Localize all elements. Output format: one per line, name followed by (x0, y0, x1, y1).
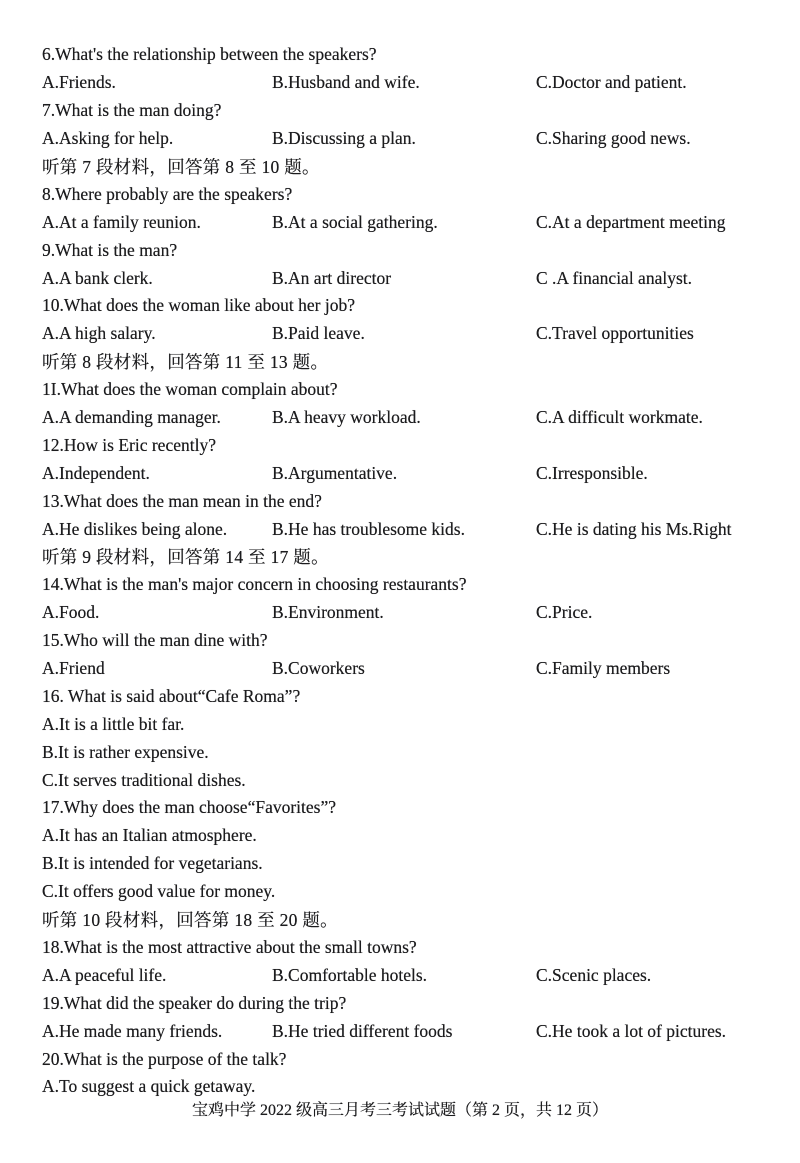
option-c: C.Irresponsible. (536, 462, 648, 483)
option-b: B.Environment. (272, 602, 384, 623)
option-a: A.Food. (42, 602, 100, 623)
question-text: 7.What is the man doing? (42, 100, 222, 121)
option-line: B.It is intended for vegetarians. (42, 853, 263, 874)
option-c: C.He is dating his Ms.Right (536, 518, 732, 539)
option-line: C.It serves traditional dishes. (42, 769, 246, 790)
option-line: A.To suggest a quick getaway. (42, 1076, 256, 1097)
question-text: 15.Who will the man dine with? (42, 630, 268, 651)
section-heading: 听第 7 段材料，回答第 8 至 10 题。 (42, 157, 320, 177)
option-c: C.Family members (536, 658, 671, 679)
options-row (42, 1017, 786, 1045)
option-b: B.Discussing a plan. (272, 128, 416, 149)
option-b: B.He tried different foods (272, 1020, 453, 1041)
question-text: 8.Where probably are the speakers? (42, 183, 293, 204)
question-text: 9.What is the man? (42, 239, 178, 260)
option-c: C.At a department meeting (536, 211, 726, 232)
option-c: C.Doctor and patient. (536, 72, 687, 93)
option-b: B.At a social gathering. (272, 211, 438, 232)
question-text: 17.Why does the man choose“Favorites”? (42, 797, 337, 818)
option-line: B.It is rather expensive. (42, 741, 209, 762)
options-row (42, 404, 786, 432)
options-row (42, 125, 786, 153)
question-text: 14.What is the man's major concern in choosing restaurants? (42, 574, 467, 595)
question-text: 20.What is the purpose of the talk? (42, 1048, 287, 1069)
options-row (42, 208, 786, 236)
option-c: C.Price. (536, 602, 593, 623)
section-heading: 听第 9 段材料，回答第 14 至 17 题。 (42, 547, 329, 568)
option-a: A.Asking for help. (42, 128, 174, 149)
options-row (42, 320, 786, 348)
question-text: 18.What is the most attractive about the small towns? (42, 936, 417, 957)
option-a: A.A high salary. (42, 323, 156, 344)
options-row (42, 515, 786, 543)
question-text: 1I.What does the woman complain about? (42, 379, 338, 400)
option-line: A.It has an Italian atmosphere. (42, 825, 257, 846)
options-row (42, 599, 786, 627)
options-row (42, 459, 786, 487)
section-heading: 听第 8 段材料，回答第 11 至 13 题。 (42, 352, 329, 373)
options-row (42, 961, 786, 989)
option-c: C.Sharing good news. (536, 128, 691, 149)
option-a: A.He dislikes being alone. (42, 518, 228, 539)
question-text: 13.What does the man mean in the end? (42, 490, 322, 511)
question-text: 12.How is Eric recently? (42, 434, 216, 455)
option-a: A.A demanding manager. (42, 407, 221, 428)
option-line: A.It is a little bit far. (42, 713, 185, 734)
option-b: B.Comfortable hotels. (272, 964, 428, 985)
option-b: B.Coworkers (272, 658, 365, 679)
option-b: B.Husband and wife. (272, 72, 420, 93)
options-row (42, 264, 786, 292)
option-a: A.A peaceful life. (42, 964, 167, 985)
option-b: B.He has troublesome kids. (272, 518, 465, 539)
page-footer: 宝鸡中学 2022 级高三月考三考试试题（第 2 页，共 12 页） (191, 1102, 608, 1120)
option-c: C.Scenic places. (536, 964, 652, 985)
option-b: B.Paid leave. (272, 323, 365, 344)
option-c: C .A financial analyst. (536, 267, 693, 288)
option-b: B.An art director (272, 267, 392, 288)
option-b: B.A heavy workload. (272, 407, 421, 428)
question-text: 19.What did the speaker do during the trip? (42, 992, 347, 1013)
option-c: C.A difficult workmate. (536, 407, 703, 428)
option-a: A.He made many friends. (42, 1020, 223, 1041)
option-a: A.Friend (42, 658, 105, 679)
option-a: A.At a family reunion. (42, 211, 201, 232)
option-c: C.Travel opportunities (536, 323, 694, 344)
option-a: A.Independent. (42, 462, 150, 483)
option-line: C.It offers good value for money. (42, 881, 276, 902)
option-a: A.Friends. (42, 72, 116, 93)
option-b: B.Argumentative. (272, 462, 398, 483)
section-heading: 听第 10 段材料，回答第 18 至 20 题。 (42, 910, 338, 931)
option-a: A.A bank clerk. (42, 267, 153, 288)
options-row (42, 69, 786, 97)
question-text: 10.What does the woman like about her job? (42, 295, 355, 316)
question-text: 6.What's the relationship between the speakers? (42, 44, 377, 65)
options-row (42, 655, 786, 683)
question-text: 16. What is said about“Cafe Roma”? (42, 685, 301, 706)
option-c: C.He took a lot of pictures. (536, 1020, 727, 1041)
